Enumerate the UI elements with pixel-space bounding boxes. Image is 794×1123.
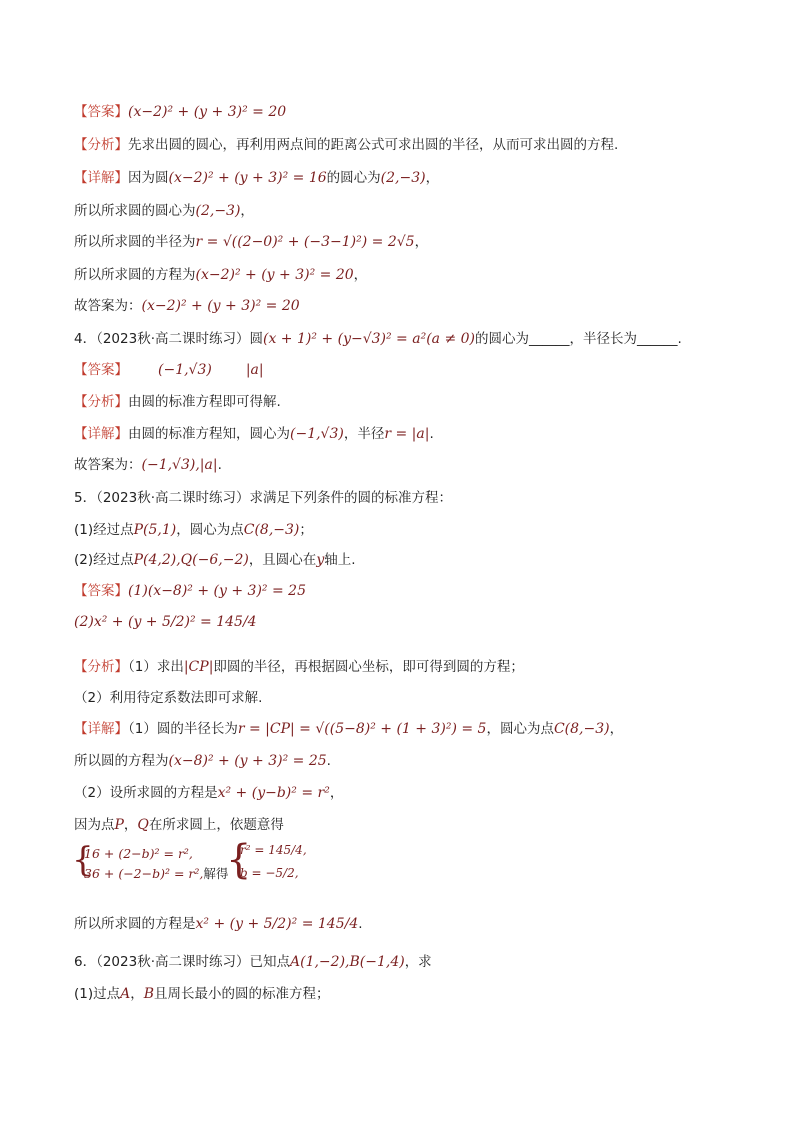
q5-answer-line-2: (2)x² + (y + 5/2)² = 145/4 — [74, 614, 257, 630]
q3-detail-line-3: 所以所求圆的半径为r = √((2−0)² + (−3−1)²) = 2√5， — [74, 234, 429, 250]
q3-analysis-text: 先求出圆的圆心，再利用两点间的距离公式可求出圆的半径，从而可求出圆的方程. — [128, 137, 619, 153]
q5-stem: 5．（2023秋·高二课时练习）求满足下列条件的圆的标准方程： — [74, 490, 452, 506]
q5-detail-line-4: 因为点P，Q在所求圆上，依题意得 — [74, 817, 284, 833]
q5-analysis-line-2: （2）利用待定系数法即可求解. — [74, 690, 263, 706]
q3-detail-line-5: 故答案为：(x−2)² + (y + 3)² = 20 — [74, 298, 300, 314]
left-brace: { — [72, 840, 94, 880]
q4-detail-line-2: 故答案为：(−1,√3),|a|. — [74, 457, 222, 473]
q4-source: （2023秋·高二课时练习） — [96, 331, 250, 347]
q6-part-1: (1)过点A，B且周长最小的圆的标准方程； — [74, 986, 330, 1002]
q4-answer-1: (−1,√3) — [158, 362, 212, 378]
q5-detail-line-2: 所以圆的方程为(x−8)² + (y + 3)² = 25. — [74, 753, 331, 769]
q6-source: （2023秋·高二课时练习） — [96, 954, 250, 970]
q5-answer-2-eq: x² + (y + 5/2)² = 145/4 — [93, 614, 257, 630]
detail-label: 【详解】 — [74, 170, 128, 186]
answer-label: 【答案】 — [74, 104, 128, 120]
q5-part-1: (1)经过点P(5,1)，圆心为点C(8,−3)； — [74, 522, 313, 538]
q4-detail-line-1: 【详解】由圆的标准方程知，圆心为(−1,√3)，半径r = |a|. — [74, 426, 434, 442]
q3-detail-line-4: 所以所求圆的方程为(x−2)² + (y + 3)² = 20， — [74, 267, 368, 283]
right-brace: { — [226, 837, 252, 883]
system-eq-1: 16 + (2−b)² = r², — [84, 846, 193, 861]
q3-radius-eq: r = √((2−0)² + (−3−1)²) = 2√5 — [195, 234, 415, 250]
q5-analysis-line-1: 【分析】（1）求出|CP|即圆的半径，再根据圆心坐标，即可得到圆的方程； — [74, 659, 524, 675]
q3-answer-line — [74, 100, 286, 120]
q3-answer-eq: (x−2)² + (y + 3)² = 20 — [128, 104, 287, 120]
q5-source: （2023秋·高二课时练习） — [96, 490, 250, 506]
q4-number: 4． — [74, 331, 97, 347]
q4-answer-line: 【答案】 (−1,√3) |a| — [74, 362, 264, 378]
q5-answer-line-1: 【答案】(1)(x−8)² + (y + 3)² = 25 — [74, 583, 306, 599]
q6-stem: 6．（2023秋·高二课时练习）已知点A(1,−2),B(−1,4)，求 — [74, 954, 432, 970]
q5-detail-line-3: （2）设所求圆的方程是x² + (y−b)² = r²， — [74, 785, 344, 801]
q3-detail-line-1: 【详解】因为圆(x−2)² + (y + 3)² = 16的圆心为(2,−3)， — [74, 170, 440, 186]
solve-label: 解得 — [203, 866, 229, 881]
solution-2: b = −5/2, — [240, 866, 299, 880]
q4-stem: 4．（2023秋·高二课时练习）圆(x + 1)² + (y−√3)² = a²(a ≠ 0)的圆心为______，半径长为______. — [74, 331, 682, 347]
q5-detail-line-6: 所以所求圆的方程是x² + (y + 5/2)² = 145/4. — [74, 916, 363, 932]
q5-part-2: (2)经过点P(4,2),Q(−6,−2)，且圆心在y轴上. — [74, 552, 356, 568]
system-eq-2: 36 + (−2−b)² = r²,解得 — [84, 866, 229, 881]
q5-number: 5． — [74, 490, 97, 506]
q4-analysis-line: 【分析】由圆的标准方程即可得解. — [74, 394, 281, 410]
solution-1: r² = 145/4, — [240, 843, 307, 857]
q4-answer-2: |a| — [245, 362, 264, 378]
q5-detail-line-1: 【详解】（1）圆的半径长为r = |CP| = √((5−8)² + (1 + 3)²) = 5，圆心为点C(8,−3)， — [74, 721, 624, 737]
q3-analysis-line — [74, 133, 618, 153]
analysis-label: 【分析】 — [74, 137, 128, 153]
q6-number: 6． — [74, 954, 97, 970]
q3-detail-line-2: 所以所求圆的圆心为(2,−3)， — [74, 203, 254, 219]
